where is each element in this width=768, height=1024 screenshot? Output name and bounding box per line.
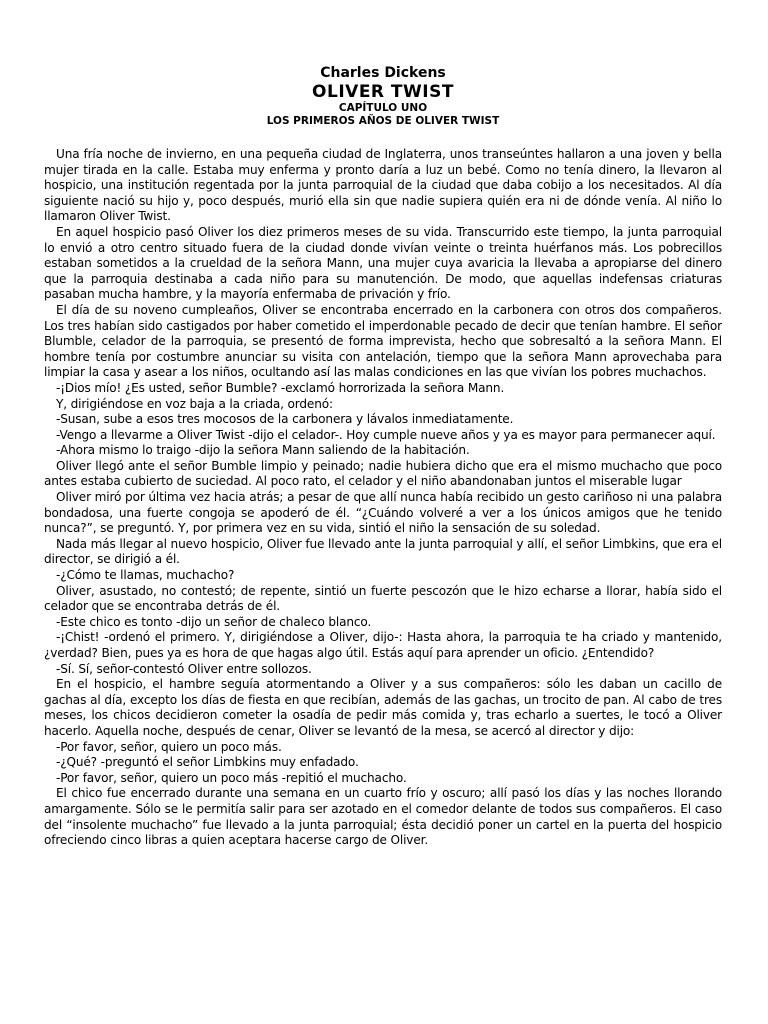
book-title: OLIVER TWIST (312, 82, 454, 102)
paragraph: -¿Cómo te llamas, muchacho? (56, 568, 235, 583)
chapter-number: CAPÍTULO UNO (338, 102, 428, 114)
document-header (44, 64, 722, 128)
document-page (44, 64, 722, 849)
paragraph: -¡Chist! -ordenó el primero. Y, dirigiéndose a Oliver, dijo-: Hasta ahora, la parroquia te ha criado y mantenido, ¿verdad? Bien, pues ya es hora de que hagas algo útil. Estás aquí para aprender un oficio. ¿Entendido? (44, 630, 722, 660)
paragraph: -Por favor, señor, quiero un poco más. (56, 739, 282, 754)
paragraph: En aquel hospicio pasó Oliver los diez primeros meses de su vida. Transcurrido este tiempo, la junta parroquial lo envió a otro centro situado fuera de la ciudad donde vivían veinte o treinta huérfanos más. Los pobrecillos estaban sometidos a la crueldad de la señora Mann, una mujer cuya avaricia la llevaba a apropiarse del dinero que la parroquia destinaba a cada niño para su manutención. De modo, que aquellas indefensas criaturas pasaban mucha hambre, y la mayoría enfermaba de privación y frío. (44, 224, 722, 302)
paragraph: -Por favor, señor, quiero un poco más -repitió el muchacho. (56, 770, 407, 785)
document-body (44, 147, 722, 849)
paragraph: -¿Qué? -preguntó el señor Limbkins muy enfadado. (56, 755, 359, 770)
paragraph: Oliver llegó ante el señor Bumble limpio y peinado; nadie hubiera dicho que era el mismo muchacho que poco antes estaba cubierto de suciedad. Al poco rato, el celador y el niño abandonaban juntos el miserable lugar (44, 458, 722, 489)
paragraph: En el hospicio, el hambre seguía atormentando a Oliver y a sus compañeros: sólo les daban un cacillo de gachas al día, excepto los días de fiesta en que recibían, además de las gachas, un trocito de pan. Al cabo de tres meses, los chicos decidieron cometer la osadía de pedir más comida y, tras echarlo a suertes, le tocó a Oliver hacerlo. Aquella noche, después de cenar, Oliver se levantó de la mesa, se acercó al director y dijo: (44, 677, 722, 738)
paragraph: Nada más llegar al nuevo hospicio, Oliver fue llevado ante la junta parroquial y allí, el señor Limbkins, que era el director, se dirigió a él. (44, 536, 722, 567)
paragraph: Y, dirigiéndose en voz baja a la criada, ordenó: (56, 396, 333, 411)
paragraph: -¡Dios mío! ¿Es usted, señor Bumble? -exclamó horrorizada la señora Mann. (56, 380, 505, 395)
paragraph: Oliver miró por última vez hacia atrás; a pesar de que allí nunca había recibido un gesto cariñoso ni una palabra bondadosa, una fuerte congoja se apoderó de él. “¿Cuándo volveré a ver a los únicos amigos que he tenido nunca?”, se preguntó. Y, por primera vez en su vida, sintió el niño la sensación de su soledad. (44, 490, 722, 536)
chapter-title: LOS PRIMEROS AÑOS DE OLIVER TWIST (266, 115, 500, 127)
paragraph: Oliver, asustado, no contestó; de repente, sintió un fuerte pescozón que le hizo echarse a llorar, había sido el celador que se encontraba detrás de él. (44, 583, 722, 614)
paragraph: Una fría noche de invierno, en una pequeña ciudad de Inglaterra, unos transeúntes hallaron a una joven y bella mujer tirada en la calle. Estaba muy enferma y pronto daría a luz un bebé. Como no tenía dinero, la llevaron al hospicio, una institución regentada por la junta parroquial de la ciudad que daba cobijo a los necesitados. Al día siguiente nació su hijo y, poco después, murió ella sin que nadie supiera quién era ni de dónde venía. Al niño lo llamaron Oliver Twist. (44, 147, 722, 224)
paragraph: El día de su noveno cumpleaños, Oliver se encontraba encerrado en la carbonera con otros dos compañeros. Los tres habían sido castigados por haber cometido el imperdonable pecado de decir que tenían hambre. El señor Blumble, celador de la parroquia, se presentó de forma imprevista, hecho que sobresaltó a la señora Mann. El hombre tenía por costumbre anunciar su visita con antelación, tiempo que la señora Mann aprovechaba para limpiar la casa y asear a los niños, ocultando así las malas condiciones en las que vivían los pobres muchachos. (44, 302, 722, 380)
paragraph: -Ahora mismo lo traigo -dijo la señora Mann saliendo de la habitación. (56, 443, 470, 458)
author-name: Charles Dickens (320, 65, 446, 81)
paragraph: -Este chico es tonto -dijo un señor de chaleco blanco. (56, 614, 372, 629)
paragraph: -Susan, sube a esos tres mocosos de la carbonera y lávalos inmediatamente. (56, 412, 514, 427)
paragraph: -Vengo a llevarme a Oliver Twist -dijo el celador-. Hoy cumple nueve años y ya es mayor para permanecer aquí. (56, 427, 716, 442)
paragraph: El chico fue encerrado durante una semana en un cuarto frío y oscuro; allí pasó los días y las noches llorando amargamente. Sólo se le permitía salir para ser azotado en el comedor delante de todos sus compañeros. El caso del “insolente muchacho” fue llevado a la junta parroquial; ésta decidió poner un cartel en la puerta del hospicio ofreciendo cinco libras a quien aceptara hacerse cargo de Oliver. (44, 786, 722, 848)
paragraph: -Sí. Sí, señor-contestó Oliver entre sollozos. (56, 661, 312, 676)
